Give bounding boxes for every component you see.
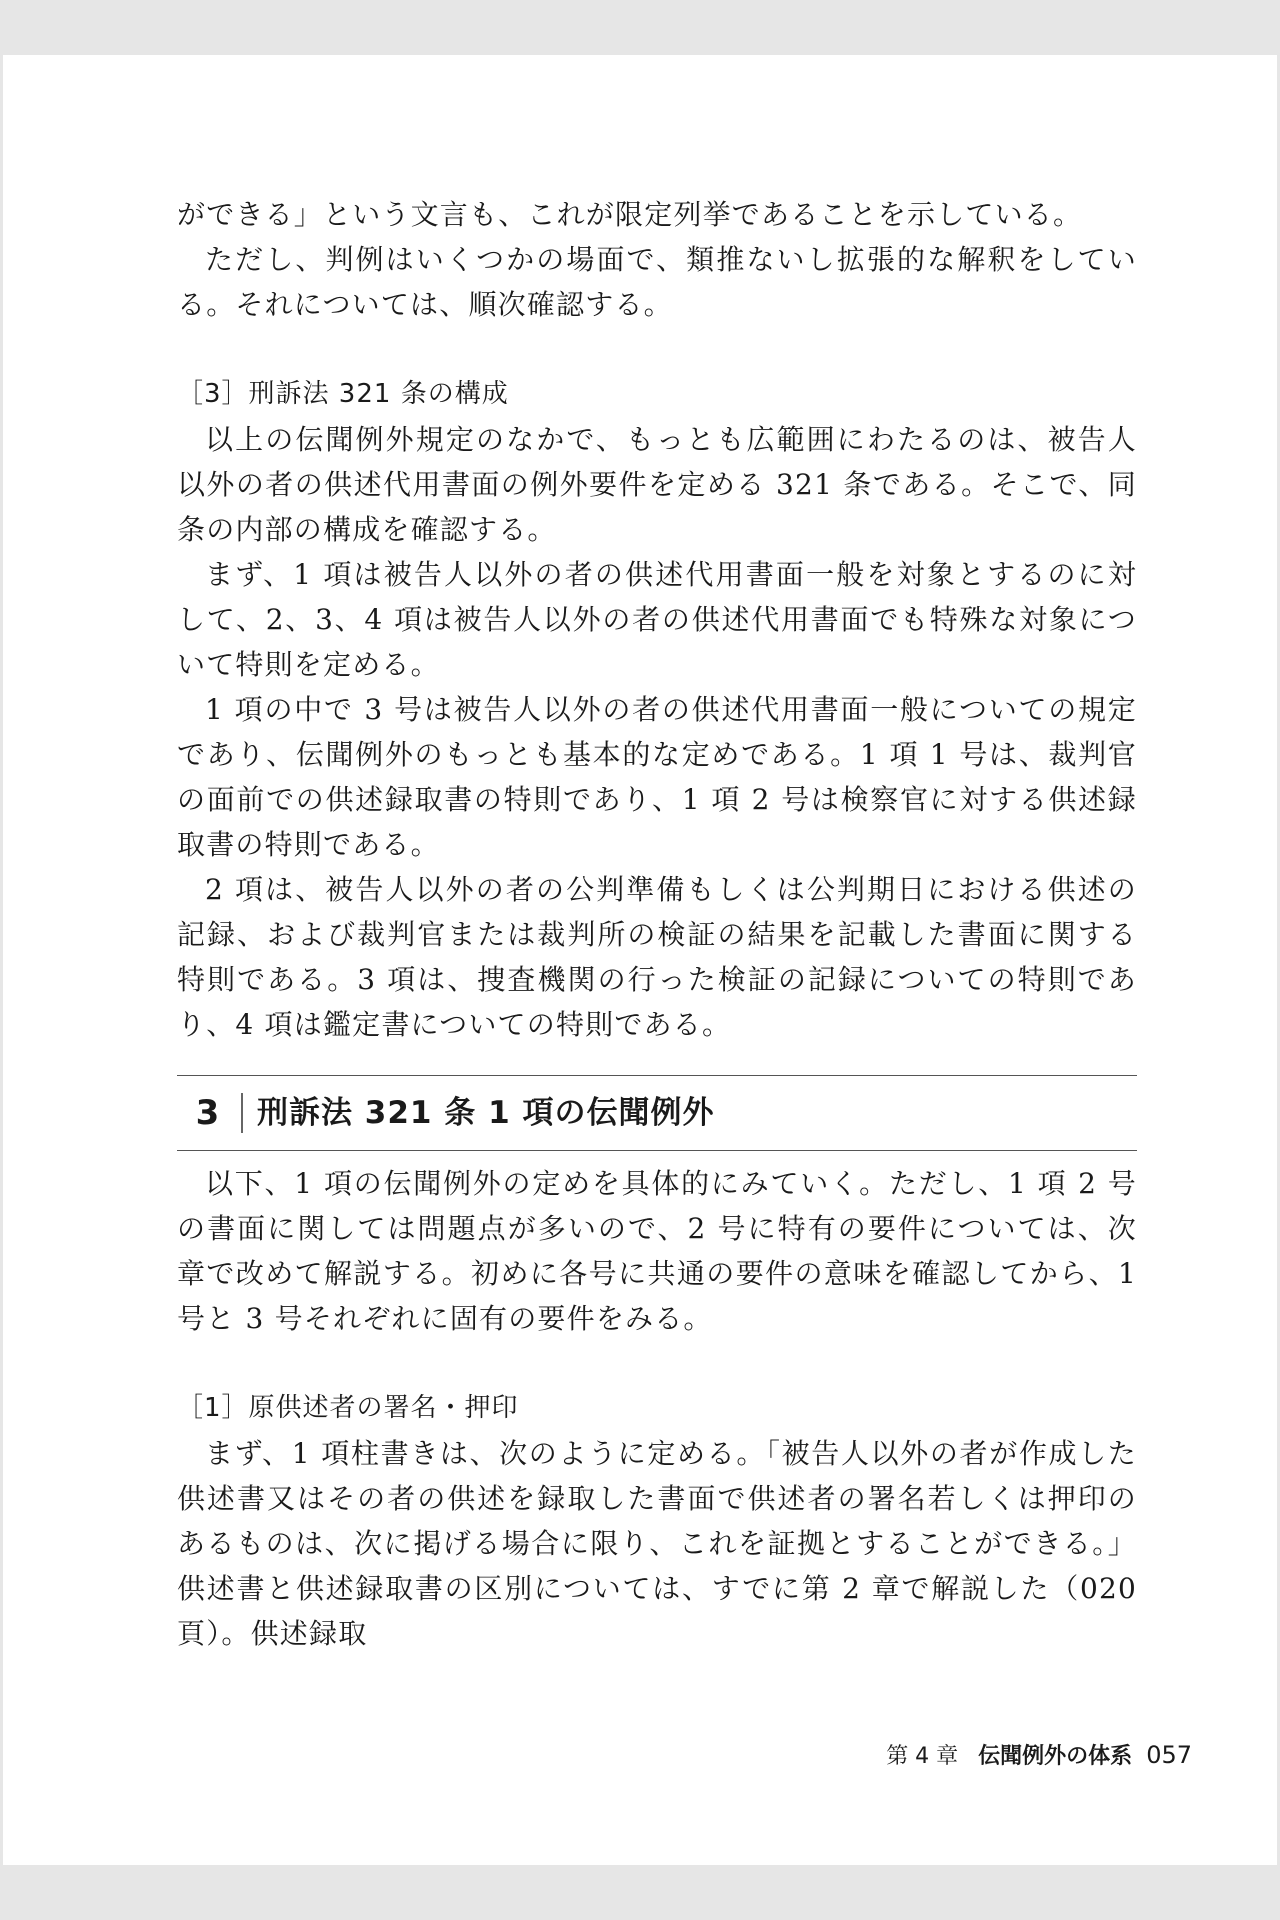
page-bottom-margin (0, 1865, 1280, 1920)
section-divider (241, 1093, 243, 1133)
section-number: 3 (195, 1092, 221, 1133)
paragraph: 以上の伝聞例外規定のなかで、もっとも広範囲にわたるのは、被告人以外の者の供述代用書面の例外要件を定める 321 条である。そこで、同条の内部の構成を確認する。 (177, 423, 1137, 546)
paragraph: まず、1 項は被告人以外の者の供述代用書面一般を対象とするのに対して、2、3、4 項は被告人以外の者の供述代用書面でも特殊な対象について特則を定める。 (177, 558, 1137, 681)
page-number: 057 (1146, 1741, 1192, 1769)
footer-chapter: 第 4 章 (886, 1744, 959, 1769)
paragraph: ができる」という文言も、これが限定列挙であることを示している。 (177, 198, 1083, 231)
spacer (177, 327, 1137, 372)
footer-chapter-title: 伝聞例外の体系 (978, 1744, 1133, 1769)
page-body (177, 192, 1137, 1656)
paragraph: ただし、判例はいくつかの場面で、類推ないし拡張的な解釈をしている。それについては、順次確認する。 (177, 243, 1137, 321)
subsection-heading: ［1］原供述者の署名・押印 (177, 1393, 519, 1423)
running-footer (886, 1740, 1192, 1772)
paragraph: 1 項の中で 3 号は被告人以外の者の供述代用書面一般についての規定であり、伝聞例外のもっとも基本的な定めである。1 項 1 号は、裁判官の面前での供述録取書の特則であり、1 項 2 号は検察官に対する供述録取書の特則である。 (177, 693, 1137, 861)
subsection-heading: ［3］刑訴法 321 条の構成 (177, 379, 509, 409)
paragraph: 2 項は、被告人以外の者の公判準備もしくは公判期日における供述の記録、および裁判官または裁判所の検証の結果を記載した書面に関する特則である。3 項は、捜査機関の行った検証の記録についての特則であり、4 項は鑑定書についての特則である。 (177, 873, 1137, 1041)
spacer (177, 1341, 1137, 1386)
paragraph: まず、1 項柱書きは、次のように定める。「被告人以外の者が作成した供述書又はその者の供述を録取した書面で供述者の署名若しくは押印のあるものは、次に掲げる場合に限り、これを証拠とすることができる。」供述書と供述録取書の区別については、すでに第 2 章で解説した（020 頁）。供述録取 (177, 1437, 1137, 1650)
section-title: 刑訴法 321 条 1 項の伝聞例外 (257, 1094, 715, 1131)
section-heading (177, 1075, 1137, 1151)
paragraph: 以下、1 項の伝聞例外の定めを具体的にみていく。ただし、1 項 2 号の書面に関しては問題点が多いので、2 号に特有の要件については、次章で改めて解説する。初めに各号に共通の要件の意味を確認してから、1 号と 3 号それぞれに固有の要件をみる。 (177, 1167, 1137, 1335)
